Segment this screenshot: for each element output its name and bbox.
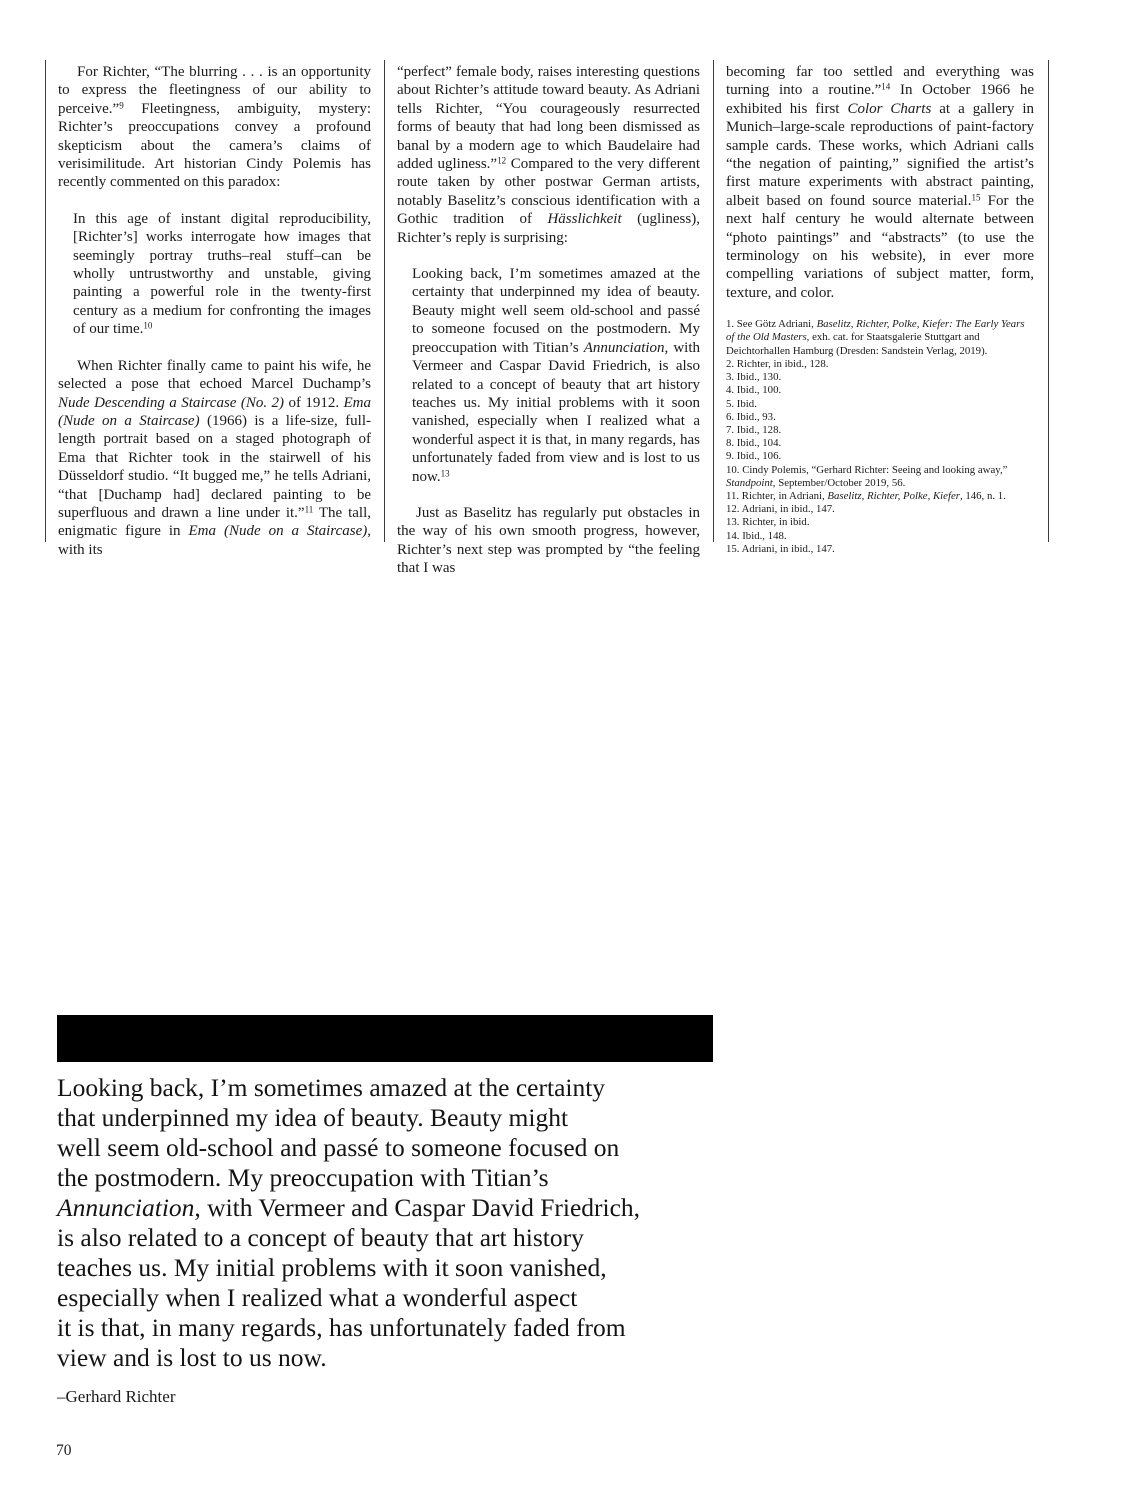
paragraph: “perfect” female body, raises interesting questions about Richter’s attitude toward beauty. As Adriani tells Richter, “You courageously resurrected forms of beauty that had long been dismissed as banal by a modern age to which Baudelaire had added ugliness.”$^{12}$ Compared to the very different route taken by other postwar German artists, notably Baselitz’s conscious identification with a Gothic tradition of Hässlichkeit (ugliness), Richter’s reply is surprising:	[397, 64, 700, 246]
paragraph: When Richter finally came to paint his wife, he selected a pose that echoed Marcel Duchamp’s Nude Descending a Staircase (No. 2) of 1912. Ema (Nude on a Staircase) (1966) is a life-size, full-length portrait based on a staged photograph of Ema that Richter took in the stairwell of his Düsseldorf studio. “It bugged me,” he tells Adriani, “that [Duchamp had] declared painting to be superfluous and drawn a line under it.”$^{11}$ The tall, enigmatic figure in Ema (Nude on a Staircase), with its	[58, 357, 372, 558]
pull-quote-text	[57, 1073, 757, 1373]
pull-quote-line: is also related to a concept of beauty that art history	[57, 1223, 584, 1252]
pull-quote-line: the postmodern. My preoccupation with Titian’s	[57, 1163, 549, 1192]
paragraph: Just as Baselitz has regularly put obstacles in the way of his own smooth progress, however, Richter’s next step was prompted by “the feeling that I was	[397, 504, 700, 577]
article-columns	[45, 60, 1049, 577]
column-1	[45, 60, 384, 558]
footnote: 14. Ibid., 148.	[726, 529, 787, 542]
block-quote: In this age of instant digital reproducibility, [Richter’s] works interrogate how images that seemingly portray truths–real stuff–can be wholly untrustworthy and unstable, giving painting a powerful role in the twenty-first century as a medium for confronting the images of our time.$^{10}$	[73, 210, 371, 338]
footnote: 5. Ibid.	[726, 397, 757, 410]
footnote: 4. Ibid., 100.	[726, 384, 782, 397]
column-3	[713, 60, 1047, 555]
footnote: 10. Cindy Polemis, “Gerhard Richter: Seeing and looking away,” Standpoint, September/October 2019, 56.	[726, 463, 1008, 489]
quote-attribution: –Gerhard Richter	[57, 1387, 176, 1406]
footnotes-list	[726, 318, 1034, 556]
pull-quote-line: especially when I realized what a wonderful aspect	[57, 1283, 578, 1312]
footnote: 13. Richter, in ibid.	[726, 516, 810, 529]
page-number: 70	[56, 1442, 72, 1459]
footnote: 6. Ibid., 93.	[726, 410, 776, 423]
pull-quote-line: teaches us. My initial problems with it soon vanished,	[57, 1253, 607, 1282]
footnote: 9. Ibid., 106.	[726, 450, 782, 463]
footnote: 3. Ibid., 130.	[726, 371, 782, 384]
footnote: 15. Adriani, in ibid., 147.	[726, 542, 835, 555]
footnote: 12. Adriani, in ibid., 147.	[726, 503, 835, 516]
footnote: 7. Ibid., 128.	[726, 423, 782, 436]
pull-quote-section	[57, 1015, 757, 1407]
footnote: 8. Ibid., 104.	[726, 437, 782, 450]
block-quote: Looking back, I’m sometimes amazed at the certainty that underpinned my idea of beauty. Beauty might well seem old-school and passé to someone focused on the postmodern. My preoccupation with Titian’s Annunciation, with Vermeer and Caspar David Friedrich, is also related to a concept of beauty that art history teaches us. My initial problems with it soon vanished, especially when I realized what a wonderful aspect it is that, in many regards, has unfortunately faded from view and is lost to us now.$^{13}$	[412, 266, 700, 485]
footnote: 1. See Götz Adriani, Baselitz, Richter, Polke, Kiefer: The Early Years of the Old Masters, exh. cat. for Staatsgalerie Stuttgart and Deichtorhallen Hamburg (Dresden: Sandstein Verlag, 2019).	[726, 318, 1025, 357]
column-2	[384, 60, 713, 577]
paragraph: becoming far too settled and everything was turning into a routine.”$^{14}$ In October 1966 he exhibited his first Color Charts at a gallery in Munich–large-scale reproductions of paint-factory sample cards. These works, which Adriani calls “the negation of painting,” signified the artist’s first mature experiments with abstract painting, albeit based on found source material.$^{15}$ For the next half century he would alternate between “photo paintings” and “abstracts” (to use the terminology on his website), in ever more compelling variations of subject matter, form, texture, and color.	[726, 64, 1034, 301]
pull-quote-line: well seem old-school and passé to someone focused on	[57, 1133, 620, 1162]
paragraph: For Richter, “The blurring . . . is an opportunity to express the fleetingness of our ability to perceive.”$^9$ Fleetingness, ambiguity, mystery: Richter’s preoccupations convey a profound skepticism about the camera’s claims of verisimilitude. Art historian Cindy Polemis has recently commented on this paradox:	[58, 64, 371, 191]
pull-quote-line: view and is lost to us now.	[57, 1343, 327, 1372]
footnote: 2. Richter, in ibid., 128.	[726, 357, 829, 370]
pull-quote-line: that underpinned my idea of beauty. Beauty might	[57, 1103, 569, 1132]
pull-quote-line: it is that, in many regards, has unfortunately faded from	[57, 1313, 626, 1342]
pull-quote-line: Looking back, I’m sometimes amazed at the certainty	[57, 1073, 606, 1102]
pull-quote-line: Annunciation, with Vermeer and Caspar David Friedrich,	[57, 1193, 641, 1222]
footnote: 11. Richter, in Adriani, Baselitz, Richter, Polke, Kiefer, 146, n. 1.	[726, 489, 1006, 502]
redacted-headline-bar	[57, 1015, 713, 1062]
